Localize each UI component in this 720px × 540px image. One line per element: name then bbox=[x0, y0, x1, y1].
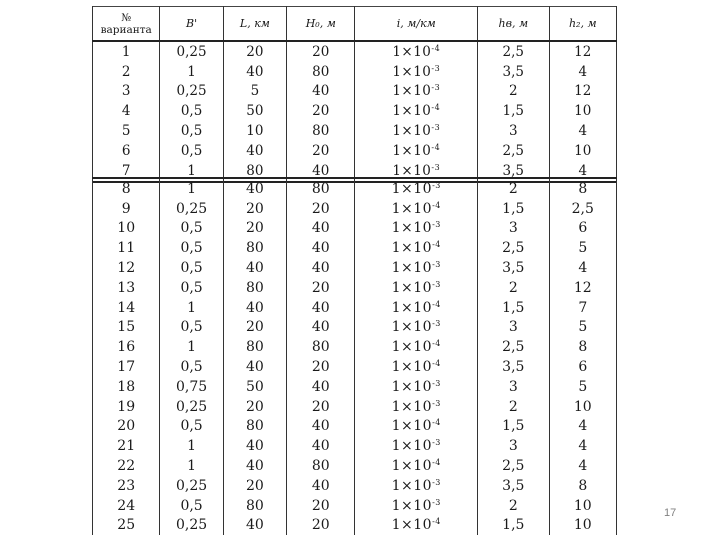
slope-base: 1×10 bbox=[391, 438, 433, 455]
h2-cell: 10 bbox=[549, 496, 616, 516]
hb-cell: 2,5 bbox=[478, 41, 550, 62]
variant-number-cell: 10 bbox=[93, 219, 160, 239]
slope-exponent: -3 bbox=[432, 279, 441, 289]
slope-base: 1×10 bbox=[391, 299, 433, 316]
l-cell: 40 bbox=[223, 436, 286, 456]
h0-cell: 40 bbox=[287, 238, 355, 258]
variant-number-cell: 9 bbox=[93, 199, 160, 219]
variants-table-bottom bbox=[92, 177, 617, 535]
variant-number-cell: 5 bbox=[93, 121, 160, 141]
i-cell bbox=[355, 258, 478, 278]
hb-cell: 3,5 bbox=[478, 357, 550, 377]
header-variant-number-line1: № bbox=[121, 11, 132, 24]
i-cell bbox=[355, 278, 478, 298]
slope-base: 1×10 bbox=[392, 83, 432, 100]
i-cell bbox=[355, 496, 478, 516]
h0-cell: 40 bbox=[287, 298, 355, 318]
h0-cell: 20 bbox=[287, 278, 355, 298]
i-cell bbox=[355, 476, 478, 496]
variant-number-cell: 23 bbox=[93, 476, 160, 496]
l-cell: 40 bbox=[223, 62, 286, 82]
i-cell bbox=[355, 397, 478, 417]
l-cell: 5 bbox=[223, 82, 286, 102]
hb-cell: 3,5 bbox=[478, 258, 550, 278]
h0-cell: 80 bbox=[287, 337, 355, 357]
slope-base: 1×10 bbox=[391, 398, 433, 415]
h0-cell: 80 bbox=[287, 178, 355, 199]
i-cell bbox=[355, 178, 478, 199]
i-cell bbox=[355, 141, 478, 161]
b-cell: 0,5 bbox=[160, 121, 223, 141]
hb-cell: 3 bbox=[478, 318, 550, 338]
i-cell bbox=[355, 101, 478, 121]
variant-number-cell: 11 bbox=[93, 238, 160, 258]
i-cell bbox=[355, 417, 478, 437]
slope-base: 1×10 bbox=[391, 180, 433, 197]
l-cell: 20 bbox=[223, 219, 286, 239]
variant-number-cell: 20 bbox=[93, 417, 160, 437]
slope-exponent: -3 bbox=[432, 477, 441, 487]
hb-cell: 3 bbox=[478, 219, 550, 239]
slope-base: 1×10 bbox=[391, 339, 433, 356]
variant-number-cell: 2 bbox=[93, 62, 160, 82]
hb-cell: 2 bbox=[478, 178, 550, 199]
i-cell bbox=[355, 82, 478, 102]
l-cell: 20 bbox=[223, 397, 286, 417]
i-cell bbox=[355, 357, 478, 377]
h0-cell: 40 bbox=[287, 318, 355, 338]
h0-cell: 20 bbox=[287, 496, 355, 516]
h2-cell: 12 bbox=[549, 82, 616, 102]
i-cell bbox=[355, 377, 478, 397]
slope-base: 1×10 bbox=[392, 123, 432, 140]
b-cell: 0,5 bbox=[160, 101, 223, 121]
table-row bbox=[93, 318, 617, 338]
h0-cell: 40 bbox=[287, 417, 355, 437]
h2-cell: 4 bbox=[549, 121, 616, 141]
b-cell: 0,25 bbox=[160, 82, 223, 102]
b-cell: 1 bbox=[160, 436, 223, 456]
b-cell: 0,5 bbox=[160, 318, 223, 338]
table-row bbox=[93, 298, 617, 318]
table-row bbox=[93, 496, 617, 516]
slope-base: 1×10 bbox=[391, 497, 433, 514]
hb-cell: 1,5 bbox=[478, 199, 550, 219]
b-cell: 0,5 bbox=[160, 258, 223, 278]
i-cell bbox=[355, 456, 478, 476]
i-cell bbox=[355, 298, 478, 318]
l-cell: 20 bbox=[223, 41, 286, 62]
hb-cell: 3,5 bbox=[478, 476, 550, 496]
l-cell: 80 bbox=[223, 161, 286, 182]
h0-cell: 80 bbox=[287, 121, 355, 141]
table-row bbox=[93, 337, 617, 357]
i-cell bbox=[355, 516, 478, 536]
h0-cell: 40 bbox=[287, 161, 355, 182]
variant-number-cell: 17 bbox=[93, 357, 160, 377]
b-cell: 0,5 bbox=[160, 141, 223, 161]
b-cell: 1 bbox=[160, 161, 223, 182]
l-cell: 80 bbox=[223, 278, 286, 298]
h0-cell: 40 bbox=[287, 258, 355, 278]
table-row bbox=[93, 397, 617, 417]
header-h0: H₀, м bbox=[287, 7, 355, 42]
h0-cell: 20 bbox=[287, 101, 355, 121]
l-cell: 40 bbox=[223, 258, 286, 278]
page-number: 17 bbox=[664, 507, 677, 519]
h0-cell: 20 bbox=[287, 41, 355, 62]
table-body-top bbox=[93, 41, 617, 182]
table-row bbox=[93, 238, 617, 258]
h0-cell: 40 bbox=[287, 436, 355, 456]
l-cell: 20 bbox=[223, 199, 286, 219]
h2-cell: 5 bbox=[549, 377, 616, 397]
h2-cell: 5 bbox=[549, 238, 616, 258]
h2-cell: 4 bbox=[549, 161, 616, 182]
hb-cell: 2,5 bbox=[478, 456, 550, 476]
table-header-row bbox=[93, 7, 617, 42]
slope-base: 1×10 bbox=[391, 260, 433, 277]
b-cell: 0,25 bbox=[160, 41, 223, 62]
h0-cell: 80 bbox=[287, 62, 355, 82]
h0-cell: 20 bbox=[287, 397, 355, 417]
variant-number-cell: 21 bbox=[93, 436, 160, 456]
l-cell: 80 bbox=[223, 337, 286, 357]
variant-number-cell: 24 bbox=[93, 496, 160, 516]
table-row bbox=[93, 357, 617, 377]
h0-cell: 40 bbox=[287, 476, 355, 496]
header-h2: h₂, м bbox=[549, 7, 616, 42]
table-row bbox=[93, 178, 617, 199]
slope-base: 1×10 bbox=[392, 103, 432, 120]
slope-base: 1×10 bbox=[392, 162, 432, 179]
slope-exponent: -3 bbox=[432, 319, 441, 329]
b-cell: 0,5 bbox=[160, 417, 223, 437]
i-cell bbox=[355, 219, 478, 239]
slope-exponent: -4 bbox=[432, 359, 441, 369]
h0-cell: 80 bbox=[287, 456, 355, 476]
slope-exponent: -4 bbox=[431, 142, 441, 152]
b-cell: 0,5 bbox=[160, 496, 223, 516]
l-cell: 50 bbox=[223, 101, 286, 121]
table-body-bottom bbox=[93, 178, 617, 535]
hb-cell: 2 bbox=[478, 278, 550, 298]
h2-cell: 10 bbox=[549, 101, 616, 121]
hb-cell: 2 bbox=[478, 82, 550, 102]
l-cell: 40 bbox=[223, 516, 286, 536]
h2-cell: 6 bbox=[549, 219, 616, 239]
i-cell bbox=[355, 41, 478, 62]
h0-cell: 20 bbox=[287, 357, 355, 377]
h2-cell: 4 bbox=[549, 417, 616, 437]
variant-number-cell: 4 bbox=[93, 101, 160, 121]
slope-exponent: -4 bbox=[432, 418, 441, 428]
slope-exponent: -4 bbox=[432, 458, 441, 468]
l-cell: 40 bbox=[223, 178, 286, 199]
i-cell bbox=[355, 318, 478, 338]
table-row bbox=[93, 121, 617, 141]
table-row bbox=[93, 516, 617, 536]
i-cell bbox=[355, 199, 478, 219]
h0-cell: 40 bbox=[287, 377, 355, 397]
variant-number-cell: 25 bbox=[93, 516, 160, 536]
slope-base: 1×10 bbox=[391, 319, 433, 336]
l-cell: 80 bbox=[223, 496, 286, 516]
slope-base: 1×10 bbox=[391, 477, 433, 494]
hb-cell: 3 bbox=[478, 121, 550, 141]
hb-cell: 3,5 bbox=[478, 62, 550, 82]
hb-cell: 1,5 bbox=[478, 101, 550, 121]
h2-cell: 6 bbox=[549, 357, 616, 377]
slope-base: 1×10 bbox=[391, 220, 433, 237]
table-row bbox=[93, 101, 617, 121]
b-cell: 0,5 bbox=[160, 219, 223, 239]
b-cell: 1 bbox=[160, 62, 223, 82]
l-cell: 80 bbox=[223, 238, 286, 258]
slope-base: 1×10 bbox=[391, 359, 433, 376]
header-hb: hв, м bbox=[478, 7, 550, 42]
h2-cell: 4 bbox=[549, 258, 616, 278]
h0-cell: 40 bbox=[287, 219, 355, 239]
slope-base: 1×10 bbox=[391, 378, 433, 395]
slope-base: 1×10 bbox=[391, 279, 433, 296]
l-cell: 40 bbox=[223, 298, 286, 318]
i-cell bbox=[355, 337, 478, 357]
table-row bbox=[93, 199, 617, 219]
variant-number-cell: 6 bbox=[93, 141, 160, 161]
b-cell: 0,25 bbox=[160, 476, 223, 496]
hb-cell: 1,5 bbox=[478, 298, 550, 318]
b-cell: 1 bbox=[160, 178, 223, 199]
i-cell bbox=[355, 62, 478, 82]
h0-cell: 20 bbox=[287, 516, 355, 536]
table-row bbox=[93, 41, 617, 62]
table-row bbox=[93, 436, 617, 456]
l-cell: 50 bbox=[223, 377, 286, 397]
header-variant-number bbox=[93, 7, 160, 42]
hb-cell: 3 bbox=[478, 436, 550, 456]
slope-exponent: -3 bbox=[432, 497, 441, 507]
h2-cell: 8 bbox=[549, 337, 616, 357]
slope-exponent: -4 bbox=[432, 240, 441, 250]
slope-base: 1×10 bbox=[391, 200, 433, 217]
variant-number-cell: 14 bbox=[93, 298, 160, 318]
hb-cell: 3,5 bbox=[478, 161, 550, 182]
slope-exponent: -3 bbox=[432, 378, 441, 388]
b-cell: 1 bbox=[160, 337, 223, 357]
slope-exponent: -4 bbox=[432, 299, 441, 309]
hb-cell: 3 bbox=[478, 377, 550, 397]
b-cell: 0,5 bbox=[160, 278, 223, 298]
h2-cell: 12 bbox=[549, 278, 616, 298]
header-i: i, м/км bbox=[355, 7, 478, 42]
slope-exponent: -4 bbox=[431, 43, 441, 53]
slope-exponent: -3 bbox=[431, 123, 441, 133]
table-row bbox=[93, 377, 617, 397]
h2-cell: 4 bbox=[549, 436, 616, 456]
h2-cell: 4 bbox=[549, 456, 616, 476]
variant-number-cell: 3 bbox=[93, 82, 160, 102]
table-row bbox=[93, 219, 617, 239]
b-cell: 0,5 bbox=[160, 357, 223, 377]
h2-cell: 2,5 bbox=[549, 199, 616, 219]
table-row bbox=[93, 62, 617, 82]
variant-number-cell: 12 bbox=[93, 258, 160, 278]
l-cell: 40 bbox=[223, 456, 286, 476]
b-cell: 1 bbox=[160, 298, 223, 318]
variant-number-cell: 8 bbox=[93, 178, 160, 199]
table-row bbox=[93, 476, 617, 496]
variant-number-cell: 1 bbox=[93, 41, 160, 62]
i-cell bbox=[355, 436, 478, 456]
variant-number-cell: 18 bbox=[93, 377, 160, 397]
slope-exponent: -3 bbox=[432, 220, 441, 230]
slope-exponent: -3 bbox=[432, 398, 441, 408]
h2-cell: 12 bbox=[549, 41, 616, 62]
h2-cell: 10 bbox=[549, 516, 616, 536]
slope-exponent: -3 bbox=[432, 438, 441, 448]
table-row bbox=[93, 258, 617, 278]
l-cell: 40 bbox=[223, 357, 286, 377]
hb-cell: 1,5 bbox=[478, 417, 550, 437]
hb-cell: 2,5 bbox=[478, 141, 550, 161]
b-cell: 0,25 bbox=[160, 516, 223, 536]
b-cell: 0,5 bbox=[160, 238, 223, 258]
variant-number-cell: 22 bbox=[93, 456, 160, 476]
l-cell: 20 bbox=[223, 476, 286, 496]
slope-exponent: -4 bbox=[432, 339, 441, 349]
slope-exponent: -3 bbox=[432, 180, 441, 190]
h0-cell: 20 bbox=[287, 199, 355, 219]
slope-exponent: -3 bbox=[432, 260, 441, 270]
h0-cell: 20 bbox=[287, 141, 355, 161]
variant-number-cell: 15 bbox=[93, 318, 160, 338]
l-cell: 10 bbox=[223, 121, 286, 141]
l-cell: 40 bbox=[223, 141, 286, 161]
b-cell: 1 bbox=[160, 456, 223, 476]
table-row bbox=[93, 417, 617, 437]
slope-exponent: -4 bbox=[432, 200, 441, 210]
slope-base: 1×10 bbox=[391, 418, 433, 435]
hb-cell: 2,5 bbox=[478, 337, 550, 357]
h2-cell: 7 bbox=[549, 298, 616, 318]
hb-cell: 2,5 bbox=[478, 238, 550, 258]
variant-number-cell: 19 bbox=[93, 397, 160, 417]
table-row bbox=[93, 456, 617, 476]
slope-exponent: -4 bbox=[432, 517, 441, 527]
variant-number-cell: 13 bbox=[93, 278, 160, 298]
slope-exponent: -3 bbox=[431, 63, 441, 73]
variant-number-cell: 16 bbox=[93, 337, 160, 357]
slope-base: 1×10 bbox=[391, 458, 433, 475]
table-row bbox=[93, 141, 617, 161]
header-variant-number-line2: варианта bbox=[100, 23, 152, 36]
slope-base: 1×10 bbox=[392, 142, 432, 159]
slope-exponent: -4 bbox=[431, 103, 441, 113]
slope-base: 1×10 bbox=[391, 240, 433, 257]
h2-cell: 8 bbox=[549, 476, 616, 496]
b-cell: 0,75 bbox=[160, 377, 223, 397]
hb-cell: 2 bbox=[478, 496, 550, 516]
slope-base: 1×10 bbox=[392, 63, 432, 80]
h2-cell: 4 bbox=[549, 62, 616, 82]
b-cell: 0,25 bbox=[160, 397, 223, 417]
b-cell: 0,25 bbox=[160, 199, 223, 219]
l-cell: 80 bbox=[223, 417, 286, 437]
i-cell bbox=[355, 238, 478, 258]
h0-cell: 40 bbox=[287, 82, 355, 102]
slope-base: 1×10 bbox=[391, 517, 433, 534]
table-row bbox=[93, 82, 617, 102]
h2-cell: 8 bbox=[549, 178, 616, 199]
slope-exponent: -3 bbox=[431, 83, 441, 93]
variants-table-top bbox=[92, 6, 617, 183]
table-row bbox=[93, 278, 617, 298]
header-b: B' bbox=[160, 7, 223, 42]
h2-cell: 5 bbox=[549, 318, 616, 338]
h2-cell: 10 bbox=[549, 141, 616, 161]
header-l: L, км bbox=[223, 7, 286, 42]
h2-cell: 10 bbox=[549, 397, 616, 417]
hb-cell: 2 bbox=[478, 397, 550, 417]
l-cell: 20 bbox=[223, 318, 286, 338]
i-cell bbox=[355, 121, 478, 141]
slope-exponent: -3 bbox=[431, 162, 441, 172]
slope-base: 1×10 bbox=[392, 43, 432, 60]
variant-number-cell: 7 bbox=[93, 161, 160, 182]
hb-cell: 1,5 bbox=[478, 516, 550, 536]
